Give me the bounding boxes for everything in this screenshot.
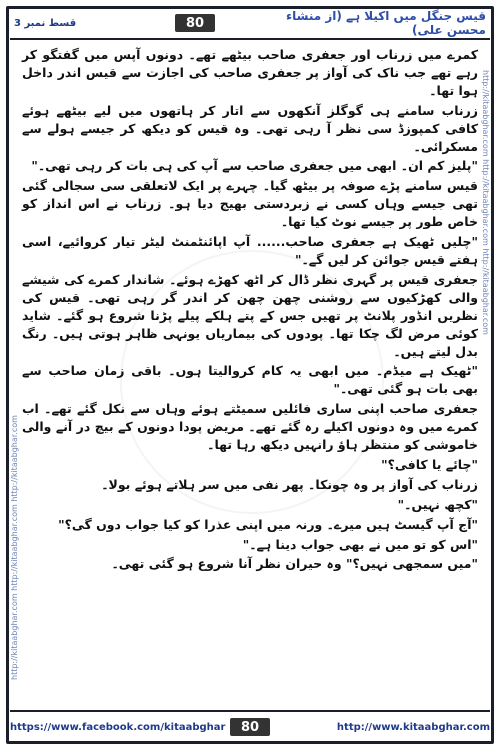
left-side-url-text: http://kitaabghar.com http://kitaabghar.com http://kitaabghar.com: [10, 415, 19, 680]
header-page-number: 80: [175, 14, 215, 32]
paragraph: "پلیز کم ان۔ ابھی میں جعفری صاحب سے آپ کی ہی بات کر رہی تھی۔": [31, 158, 478, 174]
page-header: [10, 10, 490, 36]
paragraph: قیس سامنے پڑے صوفہ پر بیٹھ گیا۔ چہرے پر ایک لاتعلقی سی سجالی گئی تھی جیسے وہاں کسی نے زبردستی بھیج دیا ہو۔ زرناب نے اس انداز کو خاص طور پر جیسے نوٹ کیا تھا۔: [22, 178, 478, 230]
paragraph: "چلیں ٹھیک ہے جعفری صاحب...... آپ اپائنٹمنٹ لیٹر تیار کروائیے، اسی ہفتے قیس جوائن کر لیں گے۔": [22, 234, 478, 267]
episode-label: قسط نمبر 3: [14, 17, 77, 29]
website-link[interactable]: http://www.kitaabghar.com: [336, 721, 490, 733]
paragraph: جعفری قیس پر گہری نظر ڈال کر اٹھ کھڑے ہوئے۔ شاندار کمرے کی شیشے والی کھڑکیوں سے روشنی چھن چھن کر اندر گر رہی تھی۔ قیس کی نظریں انڈور پلانٹ پر تھیں جس کے پتے ہلکے پیلے پڑنا شروع ہو گئے۔ شاید کوئی مرض لگ چکا تھا۔ پودوں کی بیماریاں یونہی ظاہر ہوتی ہیں۔ رنگ بدل لیتے ہیں۔: [22, 271, 478, 359]
paragraph: "آج آپ گیسٹ ہیں میرے۔ ورنہ میں اپنی عذرا کو کیا جواب دوں گی؟": [58, 516, 478, 532]
paragraph: جعفری صاحب اپنی ساری فائلیں سمیٹتے ہوئے وہاں سے نکل گئے تھے۔ اب کمرے میں وہ دونوں اکیلے رہ گئے تھے۔ مریض پودا دونوں کے بیچ در آنے والی خاموشی کو منتظر ہاؤ رانہیں دیکھ رہا تھا۔: [22, 401, 478, 453]
right-side-url-text: http://kitaabghar.com http://kitaabghar.com http://kitaabghar.com: [481, 70, 490, 335]
paragraph: "ٹھیک ہے میڈم۔ میں ابھی یہ کام کروالیتا ہوں۔ باقی زمان صاحب سے بھی بات ہو گئی تھی۔": [22, 363, 478, 397]
footer-divider: [10, 710, 490, 712]
paragraph: کمرے میں زرناب اور جعفری صاحب بیٹھے تھے۔ دونوں آپس میں گفتگو کر رہے تھے جب ناک کی آواز پر جعفری صاحب کی اجازت سے قیس اندر داخل ہوا تھا۔: [22, 47, 478, 98]
footer-page-number: 80: [230, 718, 270, 736]
paragraph: "میں سمجھی نہیں؟" وہ حیران نظر آنا شروع ہو گئی تھی۔: [111, 556, 478, 572]
paragraph: "چائے یا کافی؟": [381, 456, 478, 472]
book-title: قیس جنگل میں اکیلا ہے (از منشاء محسن علی): [286, 9, 486, 37]
paragraph: زرناب کی آواز پر وہ چونکا۔ پھر نفی میں سر ہلاتے ہوئے بولا۔: [101, 476, 478, 492]
story-text: [22, 46, 478, 706]
paragraph: "کچھ نہیں۔": [397, 496, 478, 512]
paragraph: "اس کو تو میں نے بھی جواب دینا ہے۔": [242, 536, 478, 552]
page-footer: [10, 714, 490, 740]
header-divider: [10, 38, 490, 40]
paragraph: زرناب سامنے ہی گوگلز آنکھوں سے اتار کر ہاتھوں میں لیے بیٹھے ہوئے کافی کمپوزڈ سی نظر آ رہی تھی۔ وہ قیس کو دیکھ کر جیسے ہولے سے مسکرائی۔: [22, 102, 478, 154]
facebook-link[interactable]: https://www.facebook.com/kitaabghar: [10, 721, 226, 733]
